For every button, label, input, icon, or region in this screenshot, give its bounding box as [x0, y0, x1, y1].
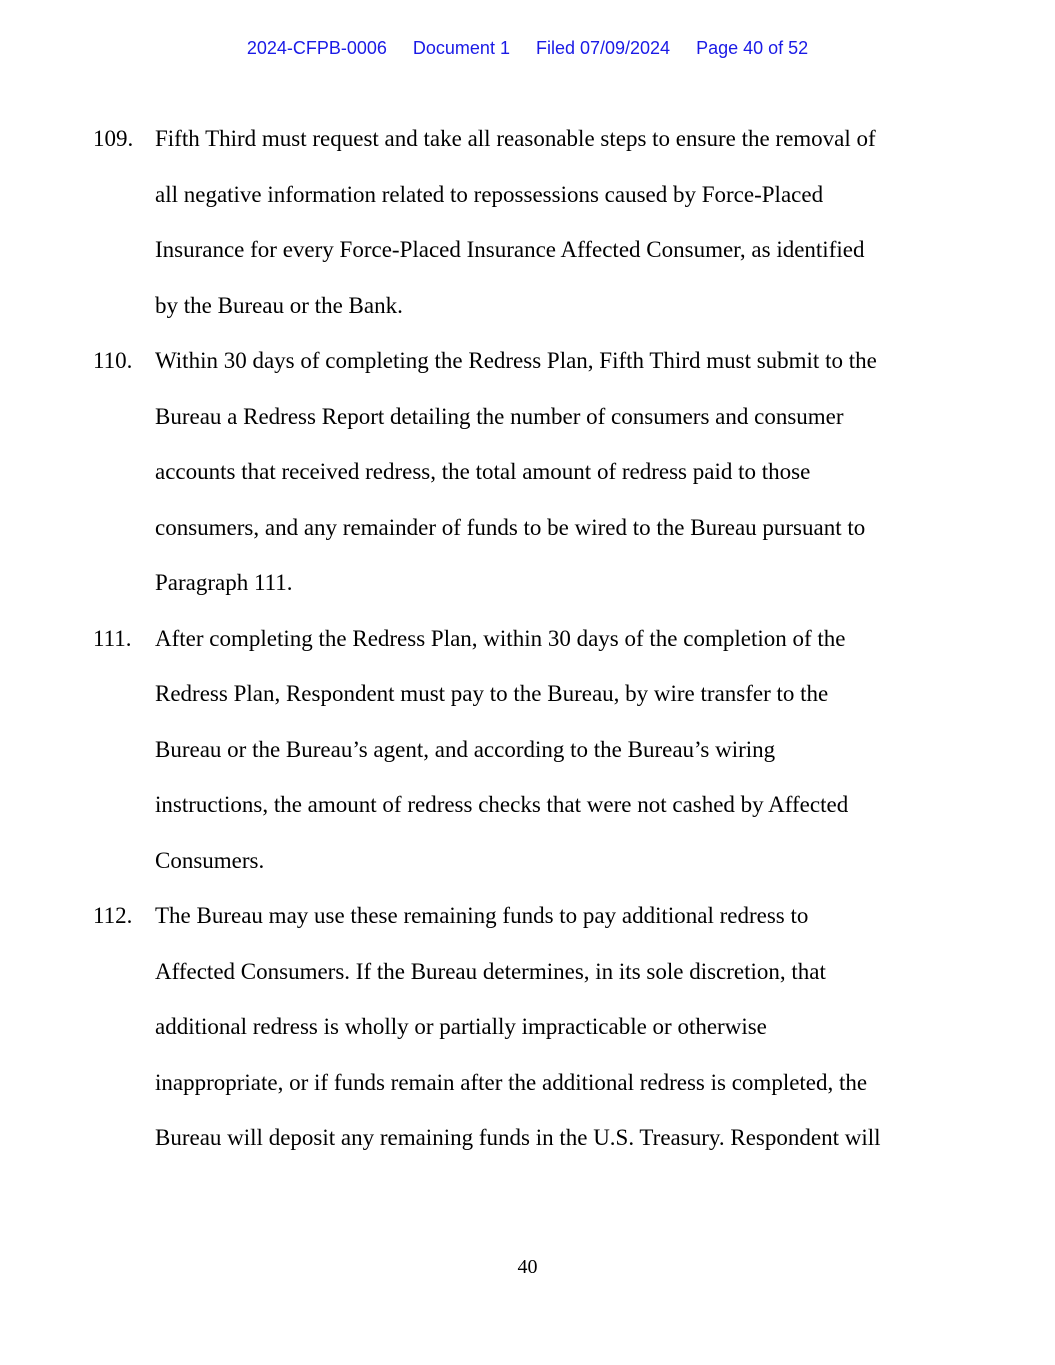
text-line: Consumers.: [155, 847, 265, 873]
filed-date: Filed 07/09/2024: [535, 38, 671, 58]
text-line: all negative information related to repossessions caused by Force-Placed: [155, 181, 824, 207]
paragraph-109: [0, 111, 1055, 333]
text-line: Fifth Third must request and take all reasonable steps to ensure the removal of: [155, 126, 876, 151]
text-line: Within 30 days of completing the Redress Plan, Fifth Third must submit to the: [155, 348, 877, 373]
text-line: Bureau a Redress Report detailing the number of consumers and consumer: [155, 403, 844, 429]
paragraph-112: [0, 888, 1055, 1166]
paragraph-110: [0, 333, 1055, 611]
paragraph-text: [155, 111, 955, 333]
paragraph-number: 109.: [93, 126, 134, 151]
text-line: accounts that received redress, the total amount of redress paid to those: [155, 459, 811, 484]
paragraph-number: 112.: [93, 903, 133, 928]
text-line: Affected Consumers. If the Bureau determines, in its sole discretion, that: [155, 958, 826, 984]
text-line: Paragraph 111.: [155, 570, 293, 595]
text-line: After completing the Redress Plan, within 30 days of the completion of the: [155, 625, 846, 651]
text-line: Bureau will deposit any remaining funds in the U.S. Treasury. Respondent will: [155, 1125, 881, 1150]
docket-number: 2024-CFPB-0006: [246, 38, 387, 58]
paragraph-text: [155, 333, 955, 611]
paragraph-text: [155, 888, 955, 1166]
text-line: instructions, the amount of redress checks that were not cashed by Affected: [155, 792, 849, 817]
paragraph-111: [0, 611, 1055, 889]
paragraph-number: 110.: [93, 348, 133, 373]
text-line: The Bureau may use these remaining funds to pay additional redress to: [155, 903, 809, 928]
page-number: 40: [517, 1256, 538, 1278]
text-line: Bureau or the Bureau’s agent, and according to the Bureau’s wiring: [155, 736, 776, 762]
text-line: by the Bureau or the Bank.: [155, 292, 403, 318]
text-line: consumers, and any remainder of funds to be wired to the Bureau pursuant to: [155, 514, 866, 540]
document-number: Document 1: [412, 38, 510, 58]
text-line: inappropriate, or if funds remain after the additional redress is completed, the: [155, 1069, 868, 1095]
text-line: Insurance for every Force-Placed Insurance Affected Consumer, as identified: [155, 237, 865, 262]
text-line: Redress Plan, Respondent must pay to the Bureau, by wire transfer to the: [155, 681, 829, 706]
document-body: [0, 111, 1055, 1166]
page-indicator: Page 40 of 52: [696, 38, 809, 58]
paragraph-text: [155, 611, 955, 889]
paragraph-number: 111.: [93, 625, 132, 651]
filing-header: [0, 38, 1055, 59]
text-line: additional redress is wholly or partially impracticable or otherwise: [155, 1014, 767, 1039]
